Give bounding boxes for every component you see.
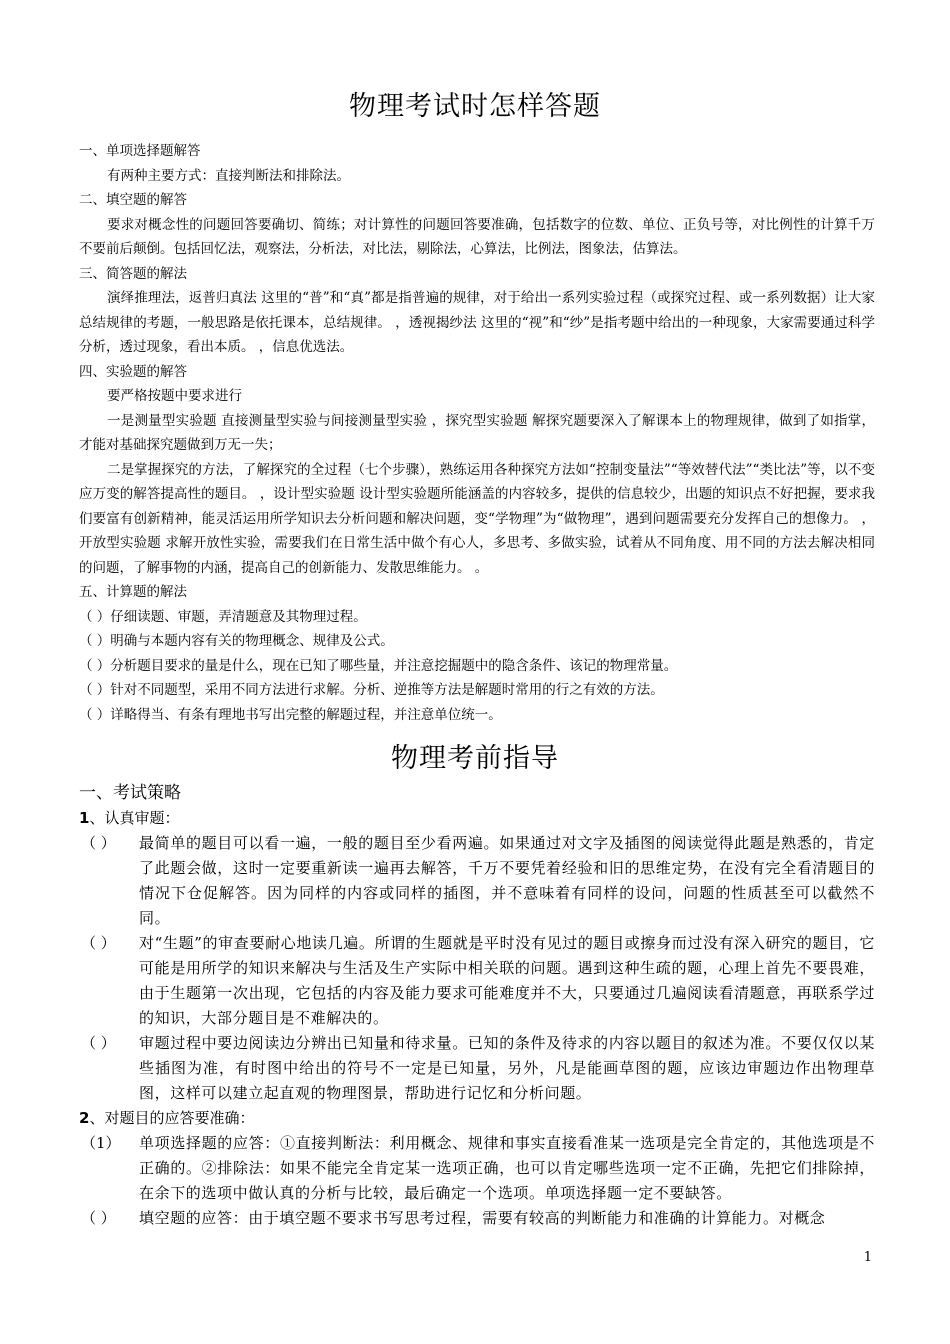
- subsection-number: 2: [79, 1109, 90, 1127]
- item-text: 填空题的应答：由于填空题不要求书写思考过程，需要有较高的判断能力和准确的计算能力。对概念: [139, 1209, 826, 1227]
- paragraph: 有两种主要方式：直接判断法和排除法。: [107, 167, 350, 184]
- subsection-number: 1: [79, 809, 90, 827]
- list-item: [79, 1031, 875, 1106]
- list-item: [79, 831, 875, 931]
- paragraph: 演绎推理法，返普归真法 这里的“普”和“真”都是指普遍的规律，对于给出一系列实验过程（或探究过程、或一系列数据）让大家总结规律的考题，一般思路是依托课本，总结规律。 ，透视揭纱法 这里的“视”和“纱”是指考题中给出的一种现象，大家需要通过科学分析，透过现象，看出本质。 ，信息优选法。: [79, 290, 875, 355]
- item-text: 对“生题”的审查要耐心地读几遍。所谓的生题就是平时没有见过的题目或擦身而过没有深入研究的题目，它可能是用所学的知识来解决与生活及生产实际中相关联的问题。遇到这种生疏的题，心理上首先不要畏难，由于生题第一次出现，它包括的内容及能力要求可能难度并不大，只要通过几遍阅读看清题意，再联系学过的知识，大部分题目是不难解决的。: [139, 934, 875, 1027]
- section-heading: 二、填空题的解答: [79, 192, 187, 208]
- paragraph: 二是掌握探究的方法，了解探究的全过程（七个步骤），熟练运用各种探究方法如“控制变量法”“等效替代法”“类比法”等，以不变应万变的解答提高性的题目。 ，设计型实验题 设计型实验题所能涵盖的内容较多，提供的信息较少，出题的知识点不好把握，要求我们要富有创新精神，能灵活运用所学知识去分析问题和解决问题，变“学物理”为“做物理”，遇到问题需要充分发挥自己的想像力。 ，开放型实验题 求解开放性实验，需要我们在日常生活中做个有心人，多思考、多做实验，试着从不同角度、用不同的方法去解决相同的问题，了解事物的内涵，提高自己的创新能力、发散思维能力。 。: [79, 461, 875, 576]
- subsection-heading: [79, 1106, 875, 1131]
- list-item: [79, 1131, 875, 1206]
- subsection-text: 、对题目的应答要准确：: [89, 1109, 255, 1127]
- list-item: （ ）详略得当、有条有理地书写出完整的解题过程，并注意单位统一。: [79, 706, 502, 723]
- answer-methods-section: [79, 139, 875, 727]
- item-marker: （1）: [81, 1134, 121, 1152]
- page-title: 物理考试时怎样答题: [349, 91, 601, 122]
- subsection-text: 、认真审题：: [89, 809, 180, 827]
- exam-guide-section: [79, 781, 875, 1231]
- section-heading: 一、单项选择题解答: [79, 143, 201, 159]
- paragraph: 要求对概念性的问题回答要确切、简练；对计算性的问题回答要准确，包括数字的位数、单位、正负号等，对比例性的计算千万不要前后颠倒。包括回忆法，观察法，分析法，对比法，剔除法，心算法，比例法，图象法，估算法。: [79, 216, 875, 257]
- item-text: 最简单的题目可以看一遍，一般的题目至少看两遍。如果通过对文字及插图的阅读觉得此题是熟悉的，肯定了此题会做，这时一定要重新读一遍再去解答，千万不要凭着经验和旧的思维定势，在没有完全看清题目的情况下仓促解答。因为同样的内容或同样的插图，并不意味着有同样的设问，问题的性质甚至可以截然不同。: [139, 834, 875, 927]
- item-marker: （ ）: [81, 934, 116, 952]
- paragraph: 要严格按题中要求进行: [107, 388, 242, 404]
- subsection-heading: [79, 806, 875, 831]
- item-marker: （ ）: [81, 834, 116, 852]
- list-item: [79, 1206, 875, 1231]
- item-text: 审题过程中要边阅读边分辨出已知量和待求量。已知的条件及待求的内容以题目的叙述为准。不要仅仅以某些插图为准，有时图中给出的符号不一定是已知量，另外，凡是能画草图的题，应该边审题边作出物理草图，这样可以建立起直观的物理图景，帮助进行记忆和分析问题。: [139, 1034, 875, 1102]
- list-item: （ ）明确与本题内容有关的物理概念、规律及公式。: [79, 633, 394, 649]
- paragraph: 一是测量型实验题 直接测量型实验与间接测量型实验 ，探究型实验题 解探究题要深入了解课本上的物理规律，做到了如指掌，才能对基础探究题做到万无一失；: [79, 412, 875, 453]
- section-heading: 一、考试策略: [79, 783, 181, 803]
- page-number: 1: [863, 1250, 872, 1265]
- item-marker: （ ）: [81, 1209, 116, 1227]
- second-title: 物理考前指导: [391, 743, 559, 774]
- section-heading: 四、实验题的解答: [79, 363, 187, 380]
- section-heading: 五、计算题的解法: [79, 584, 187, 600]
- item-text: 单项选择题的应答：①直接判断法：利用概念、规律和事实直接看准某一选项是完全肯定的，其他选项是不正确的。②排除法：如果不能完全肯定某一选项正确，也可以肯定哪些选项一定不正确，先把它们排除掉，在余下的选项中做认真的分析与比较，最后确定一个选项。单项选择题一定不要缺答。: [139, 1134, 875, 1202]
- item-marker: （ ）: [81, 1034, 116, 1052]
- list-item: [79, 931, 875, 1031]
- section-heading: 三、简答题的解法: [79, 265, 187, 282]
- list-item: （ ）针对不同题型，采用不同方法进行求解。分析、逆推等方法是解题时常用的行之有效的方法。: [79, 682, 664, 698]
- list-item: （ ）分析题目要求的量是什么，现在已知了哪些量，并注意挖掘题中的隐含条件、该记的物理常量。: [79, 657, 678, 674]
- list-item: （ ）仔细读题、审题，弄清题意及其物理过程。: [79, 608, 367, 625]
